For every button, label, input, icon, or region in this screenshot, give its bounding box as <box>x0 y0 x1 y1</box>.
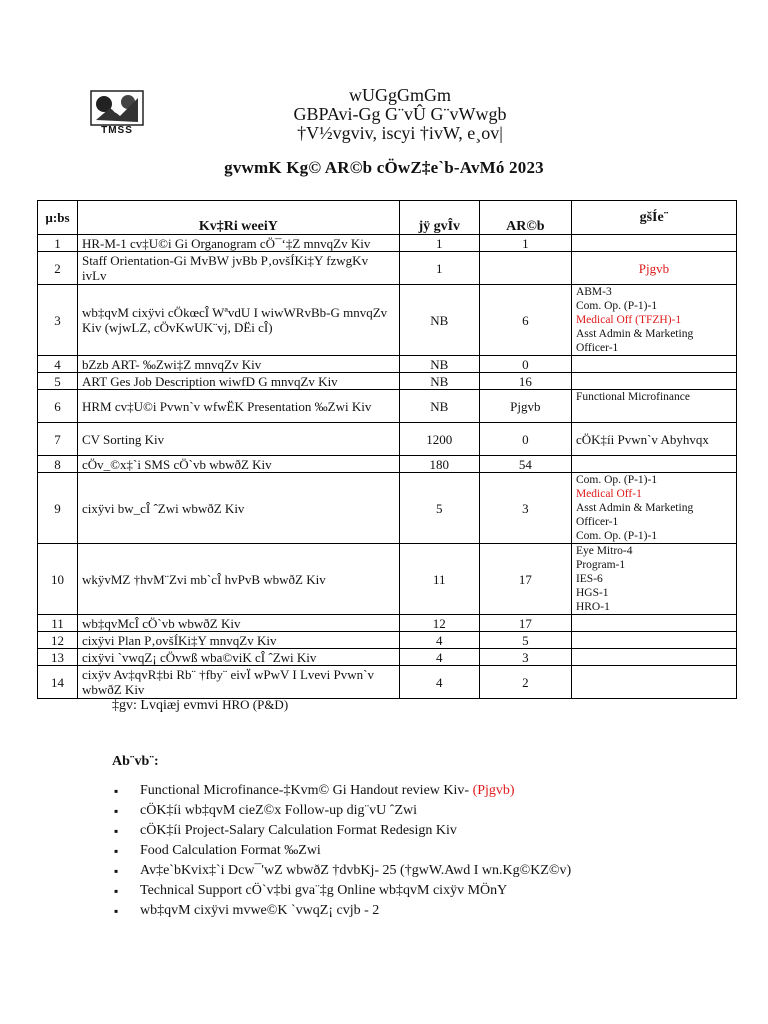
header-remarks-label: gšÍe¨ <box>639 210 669 225</box>
cell-achievement: 6 <box>479 285 571 356</box>
cell-target: 1 <box>399 252 479 285</box>
header-sl: µ:bs <box>38 201 78 235</box>
cell-sl: 14 <box>38 666 78 699</box>
cell-achievement: 5 <box>479 632 571 649</box>
cell-sl: 3 <box>38 285 78 356</box>
header-target-label: jÿ gvÎv <box>418 219 461 234</box>
list-item <box>112 781 732 801</box>
cell-achievement: Pjgvb <box>479 390 571 423</box>
remark-line: Com. Op. (P-1)-1 <box>575 474 658 486</box>
table-body <box>38 235 737 699</box>
footnote-main: ‡gv: Lvqiæj evmvi <box>112 698 219 713</box>
header-target <box>399 201 479 235</box>
cell-target: 180 <box>399 456 479 473</box>
cell-target: 11 <box>399 544 479 615</box>
cell-achievement: 3 <box>479 473 571 544</box>
remark-line: cÖK‡íi Pvwn`v Abyhvqx <box>575 431 709 447</box>
cell-achievement: 17 <box>479 615 571 632</box>
remark-line: HRO-1 <box>575 601 610 613</box>
cell-remarks <box>571 285 736 356</box>
cell-work: CV Sorting Kiv <box>77 423 399 456</box>
cell-remarks <box>571 666 736 699</box>
bullet-icon: ▪ <box>114 864 119 878</box>
cell-sl: 12 <box>38 632 78 649</box>
report-table <box>37 200 737 699</box>
cell-work: cÖv_©x‡`i SMS cÖ`vb wbwðZ Kiv <box>77 456 399 473</box>
cell-sl: 8 <box>38 456 78 473</box>
cell-achievement: 54 <box>479 456 571 473</box>
remark-line: Medical Off-1 <box>575 488 642 500</box>
header-work <box>77 201 399 235</box>
cell-target: 4 <box>399 632 479 649</box>
cell-sl: 9 <box>38 473 78 544</box>
cell-sl: 6 <box>38 390 78 423</box>
cell-sl: 1 <box>38 235 78 252</box>
cell-achievement: 16 <box>479 373 571 390</box>
cell-target: 12 <box>399 615 479 632</box>
remark-line: IES-6 <box>575 573 603 585</box>
list-item-text: Functional Microfinance-‡Kvm© Gi Handout review Kiv- <box>140 783 473 798</box>
cell-remarks <box>571 423 736 456</box>
cell-work: Staff Orientation-Gi MvBW jvBb P‚ovšÍKi‡Y fzwgKv ivLv <box>77 252 399 285</box>
table-row <box>38 456 737 473</box>
table-row <box>38 285 737 356</box>
misc-section-title: Ab¨vb¨: <box>112 754 159 769</box>
cell-remarks <box>571 373 736 390</box>
list-item-text: Av‡e`bKvix‡`i Dcw¯'wZ wbwðZ †dvbKj- 25 (†gwW.Awd I wn.Kg©KZ©v) <box>140 863 572 878</box>
table-row <box>38 390 737 423</box>
list-item-text: wb‡qvM cixÿvi mvwe©K `vwqZ¡ cvjb - 2 <box>140 903 380 918</box>
cell-target: 4 <box>399 666 479 699</box>
remark-line: Asst Admin & Marketing Officer-1 <box>575 502 694 528</box>
cell-achievement <box>479 252 571 285</box>
cell-achievement: 0 <box>479 423 571 456</box>
list-item-status: (Pjgvb) <box>472 783 515 798</box>
footnote-suffix: HRO (P&D) <box>222 697 289 712</box>
cell-remarks <box>571 235 736 252</box>
list-item <box>112 881 732 901</box>
list-item-text: cÖK‡íi Project-Salary Calculation Format Redesign Kiv <box>140 823 457 838</box>
cell-target: 1200 <box>399 423 479 456</box>
org-header <box>250 86 550 143</box>
list-item-text: Technical Support cÖ`v‡bi gva¨‡g Online wb‡qvM cixÿv MÖnY <box>140 883 508 898</box>
cell-remarks <box>571 649 736 666</box>
footnote <box>112 697 288 714</box>
table-row <box>38 544 737 615</box>
bullet-icon: ▪ <box>114 784 119 798</box>
cell-remarks <box>571 456 736 473</box>
list-item <box>112 861 732 881</box>
table-row <box>38 649 737 666</box>
cell-sl: 11 <box>38 615 78 632</box>
org-line-3: †V½vgviv, iscyi †ivW, e¸ov| <box>297 123 503 143</box>
cell-work: wb‡qvMcÎ cÖ`vb wbwðZ Kiv <box>77 615 399 632</box>
tmss-logo <box>90 90 144 138</box>
cell-sl: 4 <box>38 356 78 373</box>
bullet-icon: ▪ <box>114 804 119 818</box>
cell-target: NB <box>399 285 479 356</box>
header-achievement-label: AR©b <box>506 219 545 234</box>
list-item <box>112 901 732 921</box>
cell-work: cixÿvi `vwqZ¡ cÖvwß wba©viK cÎ ˆZwi Kiv <box>77 649 399 666</box>
remark-line: Eye Mitro-4 <box>575 545 633 557</box>
cell-work: wb‡qvM cixÿvi cÖkœcÎ WªvdU I wiwWRvBb-G mnvqZv Kiv (wjwLZ, cÖvKwUK¨vj, DËi cÎ) <box>77 285 399 356</box>
list-item <box>112 821 732 841</box>
cell-work: cixÿvi Plan P‚ovšÍKi‡Y mnvqZv Kiv <box>77 632 399 649</box>
document-title: gvwmK Kg© AR©b cÖwZ‡e`b-AvMó 2023 <box>224 158 544 177</box>
remark-line: Com. Op. (P-1)-1 <box>575 530 658 542</box>
cell-remarks <box>571 473 736 544</box>
bullet-icon: ▪ <box>114 884 119 898</box>
cell-work: ART Ges Job Description wiwfD G mnvqZv Kiv <box>77 373 399 390</box>
table-row <box>38 615 737 632</box>
list-item-text: Food Calculation Format ‰Zwi <box>140 843 321 858</box>
cell-work: cixÿvi bw_cÎ ˆZwi wbwðZ Kiv <box>77 473 399 544</box>
cell-remarks <box>571 632 736 649</box>
table-row <box>38 632 737 649</box>
cell-work: bZzb ART- ‰Zwi‡Z mnvqZv Kiv <box>77 356 399 373</box>
cell-target: 1 <box>399 235 479 252</box>
remark-line: Functional Microfinance <box>575 391 690 403</box>
list-item <box>112 841 732 861</box>
cell-target: 4 <box>399 649 479 666</box>
cell-work: HR-M-1 cv‡U©i Gi Organogram cÖ¯‘‡Z mnvqZv Kiv <box>77 235 399 252</box>
cell-achievement: 3 <box>479 649 571 666</box>
table-row <box>38 356 737 373</box>
table-row <box>38 373 737 390</box>
remark-line: HGS-1 <box>575 587 609 599</box>
header-remarks <box>571 201 736 235</box>
bullet-icon: ▪ <box>114 824 119 838</box>
list-item <box>112 801 732 821</box>
cell-target: NB <box>399 390 479 423</box>
header-achievement <box>479 201 571 235</box>
cell-work: wkÿvMZ †hvM¨Zvi mb`cÎ hvPvB wbwðZ Kiv <box>77 544 399 615</box>
remark-line: ABM-3 <box>575 286 612 298</box>
remark-line: Medical Off (TFZH)-1 <box>575 314 682 326</box>
cell-sl: 7 <box>38 423 78 456</box>
cell-sl: 13 <box>38 649 78 666</box>
cell-work: cixÿv Av‡qvR‡bi Rb¨ †fby¨ eivÏ wPwV I Lvevi Pvwn`v wbwðZ Kiv <box>77 666 399 699</box>
cell-remarks <box>571 615 736 632</box>
cell-achievement: 17 <box>479 544 571 615</box>
remark-line: Asst Admin & Marketing Officer-1 <box>575 328 694 354</box>
cell-target: NB <box>399 356 479 373</box>
cell-sl: 5 <box>38 373 78 390</box>
bullet-icon: ▪ <box>114 904 119 918</box>
cell-remarks <box>571 544 736 615</box>
org-line-2: GBPAvi-Gg G¨vÛ G¨vWwgb <box>293 104 507 124</box>
cell-sl: 10 <box>38 544 78 615</box>
cell-remarks <box>571 390 736 423</box>
cell-achievement: 2 <box>479 666 571 699</box>
cell-target: 5 <box>399 473 479 544</box>
logo-text: TMSS <box>101 125 133 136</box>
table-row <box>38 423 737 456</box>
cell-achievement: 0 <box>479 356 571 373</box>
table-row <box>38 666 737 699</box>
cell-remarks <box>571 356 736 373</box>
remark-line: Pjgvb <box>638 260 670 276</box>
table-header-row <box>38 201 737 235</box>
remark-line: Com. Op. (P-1)-1 <box>575 300 658 312</box>
cell-achievement: 1 <box>479 235 571 252</box>
table-row <box>38 235 737 252</box>
header-work-label: Kv‡Ri weeiY <box>198 219 278 234</box>
cell-target: NB <box>399 373 479 390</box>
table-row <box>38 473 737 544</box>
misc-list <box>112 781 732 921</box>
cell-sl: 2 <box>38 252 78 285</box>
cell-remarks <box>571 252 736 285</box>
bullet-icon: ▪ <box>114 844 119 858</box>
table-row <box>38 252 737 285</box>
list-item-text: cÖK‡íi wb‡qvM cieZ©x Follow-up dig¨vU ˆZwi <box>140 803 417 818</box>
org-line-1: wUGgGmGm <box>349 85 451 105</box>
cell-work: HRM cv‡U©i Pvwn`v wfwËK Presentation ‰Zwi Kiv <box>77 390 399 423</box>
remark-line: Program-1 <box>575 559 626 571</box>
